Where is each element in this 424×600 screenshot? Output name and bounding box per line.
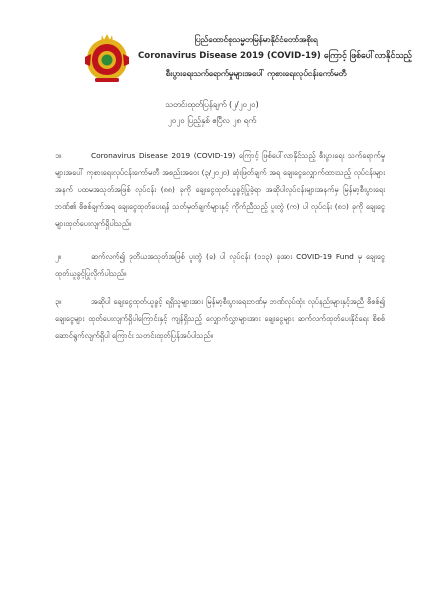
paragraph-text: ဆက်လက်၍ ဒုတိယအသုတ်အဖြစ် ပူးတွဲ (ခ) ပါ လုပ်ငန်း (၁၁၃) ခုအား COVID-19 Fund မှ ချေးငွေထုတ်ယူခွင့်ပြုလိုက်ပါသည်။ xyxy=(55,252,385,278)
paragraph-3 xyxy=(55,293,385,344)
paragraph-number: ၂။ xyxy=(55,252,61,261)
committee-subtitle: စီးပွားရေးသက်ရောက်မှုများအပေါ် ကုစားရေးလုပ်ငန်းကော်မတီ xyxy=(165,69,347,78)
release-date: ၂၀၂၀ ပြည့်နှစ် ဧပြီလ ၂၈ ရက် xyxy=(167,116,257,125)
paragraph-number: ၃။ xyxy=(55,297,62,306)
paragraph-number: ၁။ xyxy=(55,151,62,160)
paragraph-1 xyxy=(55,147,385,232)
paragraph-text: အဆိုပါ ချေးငွေထုတ်ယူခွင့် ရရှိသူများအား မြန်မာ့စီးပွားရေးဘဏ်မှ ဘဏ်လုပ်ထုံး လုပ်နည်းများနှင့်အညီ စိစစ်၍ ချေးငွေများ ထုတ်ပေးလျက်ရှိပါကြောင်းနှင့် ကျန်ရှိသည့် လျှောက်လွှာများအား ချေးငွေများ ဆက်လက်ထုတ်ပေးနိုင်ရေး စိစစ်ဆောင်ရွက်လျက်ရှိပါ ကြောင်း သတင်းထုတ်ပြန်အပ်ပါသည်။ xyxy=(55,297,385,340)
press-release-info xyxy=(0,97,424,129)
government-name: ပြည်ထောင်စုသမ္မတမြန်မာနိုင်ငံတော်အစိုးရ xyxy=(194,35,318,44)
release-number: သတင်းထုတ်ပြန်ချက် (၂/၂၀၂၀) xyxy=(165,100,259,109)
paragraph-text: Coronavirus Disease 2019 (COVID-19) ကြောင့် ဖြစ်ပေါ်လာနိုင်သည့် စီးပွားရေး သက်ရောက်မှုများအပေါ် ကုစားရေးလုပ်ငန်းကော်မတီ အစည်းအဝေး (၃/၂၀၂၀) ဆုံးဖြတ်ချက် အရ ချေးငွေလျှောက်ထားသည့် လုပ်ငန်းများအနက် ပထမအသုတ်အဖြစ် လုပ်ငန်း (၈၈) ခုကို ချေးငွေထုတ်ယူခွင့်ပြုခဲ့ရာ အဆိုပါလုပ်ငန်းများအနက်မှ မြန်မာ့စီးပွားရေးဘဏ်၏ စိစစ်ချက်အရ ချေးငွေထုတ်ပေးရန် သတ်မှတ်ချက်များနှင့် ကိုက်ညီသည့် ပူးတွဲ (က) ပါ လုပ်ငန်း (၈၁) ခုကို ချေးငွေများထုတ်ပေးလျက်ရှိပါသည်။ xyxy=(55,151,385,228)
paragraph-2 xyxy=(55,248,385,282)
committee-title: Coronavirus Disease 2019 (COVID-19) ကြောင့် ဖြစ်ပေါ်လာနိုင်သည့် xyxy=(138,51,412,61)
state-seal-icon xyxy=(84,33,130,83)
document-header xyxy=(0,30,424,86)
